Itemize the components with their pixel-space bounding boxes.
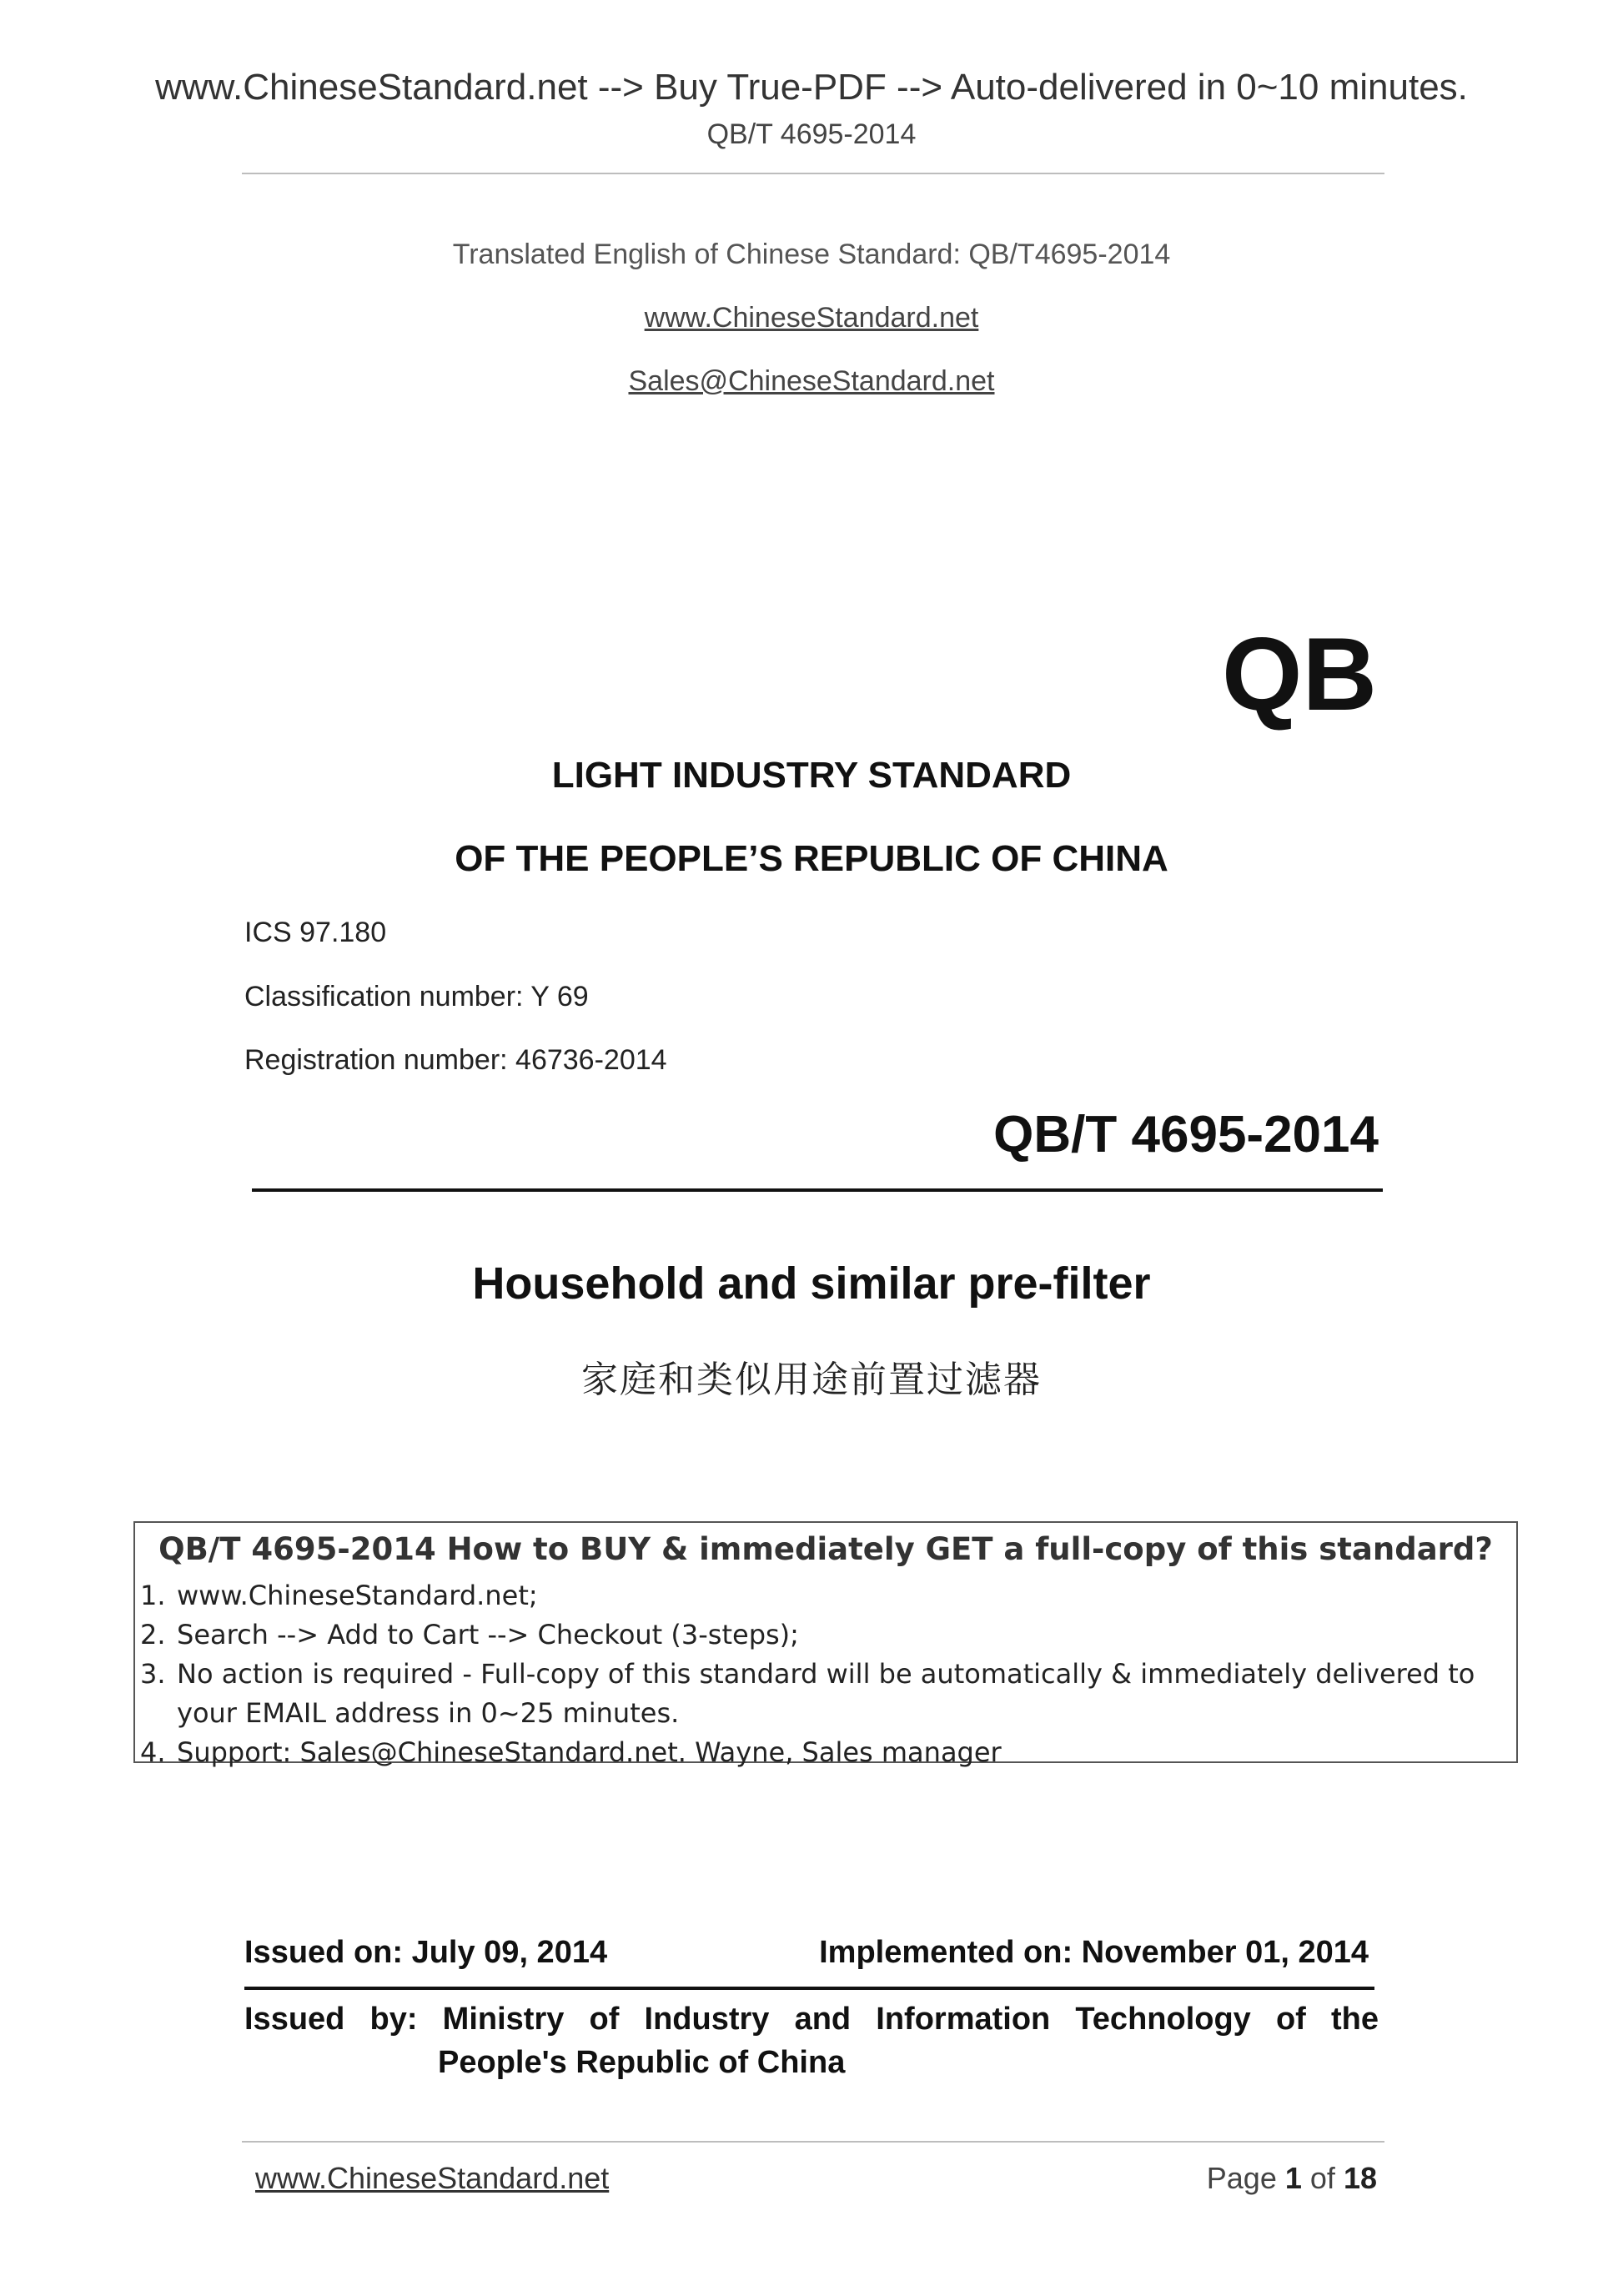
buy-box-title: QB/T 4695-2014 How to BUY & immediately GET a full-copy of this standard? [158,1531,1493,1567]
header-doc-code: QB/T 4695-2014 [706,118,917,150]
issued-by-word: Technology [1075,2002,1251,2037]
issued-by-word: Ministry [442,2002,565,2037]
buy-step-number: 3. [140,1658,166,1690]
buy-step-text[interactable]: www.ChineseStandard.net; [177,1580,538,1611]
buy-step [140,1733,1508,1772]
buy-steps-list [140,1576,1508,1772]
issued-by-word: Information [876,2002,1051,2037]
page-current: 1 [1284,2161,1302,2195]
issued-on-date: Issued on: July 09, 2014 [244,1935,608,1970]
issued-by-line1 [244,1997,1379,2041]
buy-step-number: 4. [140,1736,166,1768]
header-banner: www.ChineseStandard.net --> Buy True-PDF --> Auto-delivered in 0~10 minutes. [155,67,1468,108]
issue-divider [244,1987,1374,1990]
standard-title-line1: LIGHT INDUSTRY STANDARD [551,755,1072,796]
buy-step-text: No action is required - Full-copy of this standard will be automatically & immediately delivered to your EMAIL address in 0~25 minutes. [177,1658,1475,1729]
standard-title-line2: OF THE PEOPLE’S REPUBLIC OF CHINA [455,838,1168,879]
implemented-on-date: Implemented on: November 01, 2014 [819,1935,1369,1970]
footer-divider [242,2141,1384,2143]
buy-step [140,1615,1508,1655]
issued-by-word: Industry [644,2002,770,2037]
buy-step-number: 1. [140,1580,166,1611]
standard-number-divider [252,1188,1383,1192]
issued-by-word: the [1330,2002,1379,2037]
buy-instructions-box [133,1521,1518,1768]
page-of: of [1309,2161,1335,2195]
page-prefix: Page [1206,2161,1277,2195]
buy-step [140,1576,1508,1615]
page-total: 18 [1343,2161,1377,2195]
issued-by [244,1997,1379,2084]
translation-line: Translated English of Chinese Standard: QB/T4695-2014 [452,239,1171,270]
registration-number: Registration number: 46736-2014 [244,1044,667,1076]
buy-step-text: Support: Sales@ChineseStandard.net. Wayne, Sales manager [177,1736,1002,1768]
issued-by-line2: People's Republic of China [438,2045,846,2080]
document-title-chinese: 家庭和类似用途前置过滤器 [581,1359,1042,1400]
buy-step-number: 2. [140,1619,166,1650]
ics-code: ICS 97.180 [244,917,387,948]
issued-by-word: of [589,2002,620,2037]
issued-by-word: and [794,2002,852,2037]
header-divider [242,173,1384,174]
footer-website-link[interactable]: www.ChineseStandard.net [255,2161,610,2195]
document-title: Household and similar pre-filter [472,1259,1151,1309]
buy-step-text: Search --> Add to Cart --> Checkout (3-steps); [177,1619,799,1650]
buy-step [140,1655,1508,1733]
classification-number: Classification number: Y 69 [244,981,589,1012]
website-link[interactable]: www.ChineseStandard.net [644,302,979,334]
standard-number: QB/T 4695-2014 [993,1106,1379,1163]
issued-by-word: of [1275,2002,1306,2037]
issued-by-word: by: [369,2002,418,2037]
issued-by-word: Issued [244,2002,345,2037]
standard-mark: QB [1222,617,1377,732]
page-number [1207,2161,1377,2196]
email-link[interactable]: Sales@ChineseStandard.net [628,365,995,397]
